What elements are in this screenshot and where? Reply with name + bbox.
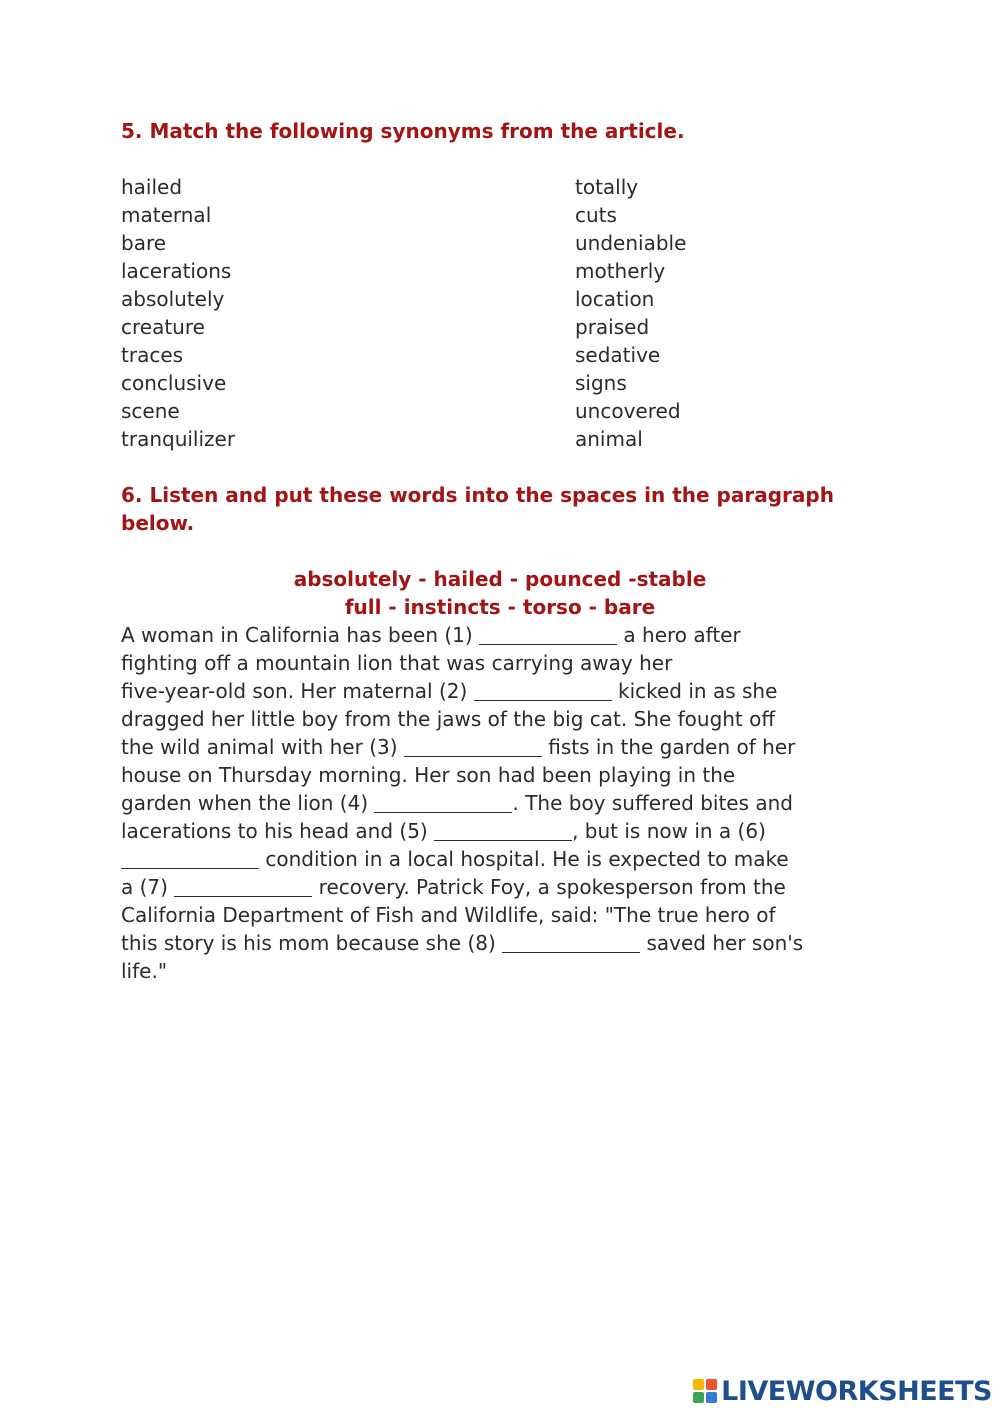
paragraph-text: garden when the lion <box>121 791 340 815</box>
left-word[interactable]: conclusive <box>121 371 227 395</box>
left-word[interactable]: bare <box>121 231 167 255</box>
right-word[interactable]: motherly <box>575 259 666 283</box>
paragraph-text: fighting off a mountain lion that was carrying away her <box>121 651 673 675</box>
answer-blank[interactable] <box>502 932 640 953</box>
word-bank-line2: full - instincts - torso - bare <box>344 595 656 619</box>
liveworksheets-logo-icon <box>693 1379 717 1403</box>
answer-blank[interactable] <box>174 876 312 897</box>
left-word[interactable]: creature <box>121 315 205 339</box>
synonym-list-left <box>121 173 235 453</box>
paragraph-text: five-year-old son. Her maternal <box>121 679 439 703</box>
paragraph-text: a <box>121 875 140 899</box>
paragraph-text: this story is his mom because she <box>121 931 468 955</box>
right-word[interactable]: uncovered <box>575 399 681 423</box>
paragraph-line <box>121 901 871 929</box>
paragraph-text: fists in the garden of her <box>541 735 796 759</box>
paragraph-text: (7) <box>139 875 175 899</box>
paragraph-text: (4) <box>339 791 375 815</box>
word-bank-line1: absolutely - hailed - pounced -stable <box>293 567 707 591</box>
gap-fill-paragraph <box>121 621 871 985</box>
liveworksheets-brand <box>693 1376 992 1406</box>
paragraph-line <box>121 677 871 705</box>
paragraph-line <box>121 733 871 761</box>
left-word[interactable]: maternal <box>121 203 212 227</box>
answer-blank[interactable] <box>474 680 612 701</box>
answer-blank[interactable] <box>434 820 572 841</box>
paragraph-text: California Department of Fish and Wildlife, said: "The true hero of <box>121 903 776 927</box>
right-word[interactable]: signs <box>575 371 627 395</box>
logo-square <box>706 1392 717 1403</box>
answer-blank[interactable] <box>374 792 512 813</box>
right-word[interactable]: totally <box>575 175 639 199</box>
exercise-6-title-line1: 6. Listen and put these words into the spaces in the paragraph <box>121 483 834 507</box>
right-word[interactable]: location <box>575 287 655 311</box>
paragraph-text: saved her son's <box>640 931 804 955</box>
paragraph-text: the wild animal with her <box>121 735 370 759</box>
paragraph-text: (1) <box>444 623 480 647</box>
paragraph-line <box>121 845 871 873</box>
paragraph-line <box>121 817 871 845</box>
paragraph-text: kicked in as she <box>611 679 778 703</box>
paragraph-text: A woman in California has been <box>121 623 445 647</box>
brand-text: LIVEWORKSHEETS <box>721 1375 992 1407</box>
paragraph-text: , but is now in a (6) <box>572 819 766 843</box>
exercise-5-title: 5. Match the following synonyms from the article. <box>121 119 685 143</box>
left-word[interactable]: lacerations <box>121 259 232 283</box>
exercise-6-title-line2: below. <box>121 511 195 535</box>
logo-square <box>693 1379 704 1390</box>
paragraph-line <box>121 957 871 985</box>
left-word[interactable]: scene <box>121 399 180 423</box>
paragraph-line <box>121 929 871 957</box>
right-word[interactable]: animal <box>575 427 643 451</box>
paragraph-line <box>121 789 871 817</box>
paragraph-line <box>121 621 871 649</box>
paragraph-text: (2) <box>438 679 474 703</box>
paragraph-text: (8) <box>467 931 503 955</box>
left-word[interactable]: hailed <box>121 175 183 199</box>
paragraph-text: . The boy suffered bites and <box>512 791 794 815</box>
right-word[interactable]: praised <box>575 315 650 339</box>
left-word[interactable]: absolutely <box>121 287 225 311</box>
answer-blank[interactable] <box>479 624 617 645</box>
paragraph-line <box>121 705 871 733</box>
logo-square <box>706 1379 717 1390</box>
paragraph-text: lacerations to his head and <box>121 819 400 843</box>
answer-blank[interactable] <box>404 736 542 757</box>
logo-square <box>693 1392 704 1403</box>
paragraph-text: (5) <box>399 819 435 843</box>
right-word[interactable]: cuts <box>575 203 617 227</box>
paragraph-line <box>121 761 871 789</box>
paragraph-text: condition in a local hospital. He is expected to make <box>259 847 789 871</box>
exercise-6-title <box>121 481 851 537</box>
synonym-list-right <box>575 173 686 453</box>
right-word[interactable]: undeniable <box>575 231 687 255</box>
left-word[interactable]: tranquilizer <box>121 427 236 451</box>
paragraph-text: (3) <box>369 735 404 759</box>
left-word[interactable]: traces <box>121 343 184 367</box>
answer-blank[interactable] <box>121 848 259 869</box>
paragraph-text: life." <box>121 959 168 983</box>
word-bank <box>121 565 879 621</box>
paragraph-text: house on Thursday morning. Her son had been playing in the <box>121 763 736 787</box>
paragraph-text: recovery. Patrick Foy, a spokesperson from the <box>312 875 786 899</box>
paragraph-text: a hero after <box>617 623 741 647</box>
paragraph-line <box>121 649 871 677</box>
right-word[interactable]: sedative <box>575 343 661 367</box>
paragraph-text: dragged her little boy from the jaws of the big cat. She fought off <box>121 707 776 731</box>
paragraph-line <box>121 873 871 901</box>
